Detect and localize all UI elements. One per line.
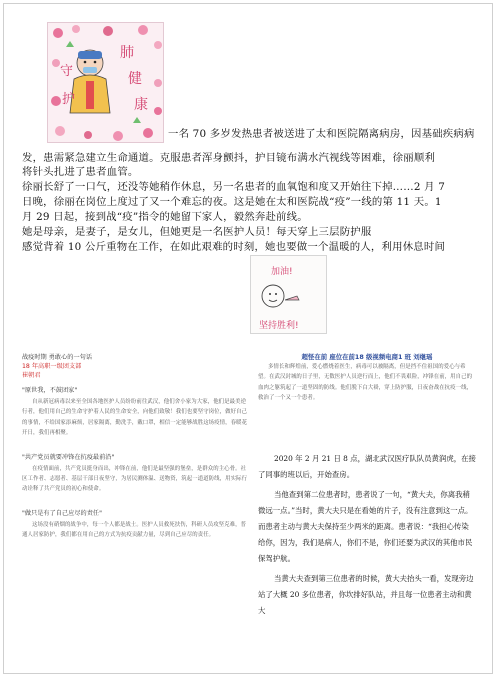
left-section-title-3: "做只是有了自己应尽的责任" xyxy=(22,509,102,517)
left-paragraph-2: 在疫情面前，共产党员挺身而出，冲锋在前，他们是最坚强的堡垒，是群众的主心骨。社区工作者、志愿者、基层干部日夜坚守，为居民测体温、送物资，筑起一道道防线，用实际行动诠释了共产党员的初心和使命。 xyxy=(22,465,248,493)
right-article-title: 超怪在前 座位在前18 级视频电商1 班 刘继瑶 xyxy=(301,353,433,361)
handwritten-line-1: 一名 70 多岁发热患者被送进了太和医院隔离病房，因基础疾病病 xyxy=(168,128,475,140)
left-heading-1: 战疫时期 勇敢心的一句话 xyxy=(22,354,93,361)
sketch-drawing xyxy=(251,256,327,334)
right-intro-paragraph: 多情长和辉煌前，爱心燃烧着医生，病毒可以被隔离，但是挡不住祖国的爱心与希望。在武汉封城的日子里，无数医护人员逆行而上，他们不畏艰险，冲锋在前，用自己的血肉之躯筑起了一道坚固的防线。他们脱下白大褂，穿上防护服，日夜奋战在抗疫一线，救治了一个又一个患者。 xyxy=(258,364,473,402)
left-author: 崔朝君 xyxy=(22,372,41,379)
doctor-figure xyxy=(70,50,110,113)
left-section-title-2: "共产党员就要冲锋在抗疫最前沿" xyxy=(22,453,115,461)
poster-illustration xyxy=(48,23,164,143)
left-article xyxy=(22,353,248,658)
poster-char-2: 护 xyxy=(62,92,76,107)
sketch-image xyxy=(250,255,327,334)
handwritten-line-6: 月 29 日起，接到战“疫”指令的她留下家人，毅然奔赴前线。 xyxy=(22,211,308,223)
poster-char-5: 康 xyxy=(134,97,148,113)
left-heading-2: 18 年高职一级团支部 xyxy=(22,363,82,370)
poster-char-3: 肺 xyxy=(120,45,134,61)
right-article-body xyxy=(258,451,476,623)
right-paragraph-2: 当他查到第二位患者时，患者说了一句，“黄大夫，你离我稍微远一点。”当时，黄大夫只是在看她的片子，没有注意到这一点。而患者主动与黄大夫保持至少两米的距离。患者说：“我担心传染给你，因为，我们是病人，你们不是，你们还要为武汉的其他市民保驾护航。 xyxy=(258,490,473,563)
handwritten-line-2: 发，患需紧急建立生命通道。克服患者浑身颤抖，护目镜布满水汽视线等困难，徐丽顺利 xyxy=(22,152,436,164)
handwritten-line-3: 将针头扎进了患者血管。 xyxy=(22,166,139,178)
right-paragraph-3: 当黄大夫查到第三位患者的时候，黄大夫抬头一看，发现旁边站了大概 20 多位患者，你坎排好队站，并且每一位患者主动和黄大 xyxy=(258,574,474,615)
handwritten-line-7: 她是母亲，是妻子，是女儿，但她更是一名医护人员！每天穿上三层防护服 xyxy=(22,226,372,238)
left-section-title-1: "原世我，不鼓团家" xyxy=(22,387,78,394)
handwritten-line-5: 日晚，徐丽在岗位上度过了又一个难忘的夜。这是她在太和医院战“疫”一线的第 11 天。1 xyxy=(22,196,442,208)
sketch-text-top: 加油! xyxy=(271,267,293,277)
sketch-text-bottom: 坚持胜利! xyxy=(259,321,299,331)
left-paragraph-1: 自从新冠病毒以来至全国各地医护人员纷纷前往武汉，他们舍小家为大家，他们是最美逆行者，他们用自己的生命守护着人民的生命安全，向他们致敬！我们也要坚守岗位，做好自己的事情，不给国家添麻烦，居家隔离，勤洗手，戴口罩，相信一定能够战胜这场疫情，春暖花开日，我们再相聚。 xyxy=(22,399,248,437)
poster-char-1: 守 xyxy=(60,64,74,79)
poster-image xyxy=(47,22,164,143)
right-article-intro xyxy=(258,353,476,443)
right-paragraph-1: 2020 年 2 月 21 日 8 点，湖北武汉医疗队队员黄润虎，在接了同事的班以后，开始查房。 xyxy=(258,454,476,479)
handwritten-line-4: 徐丽长舒了一口气，还没等她稍作休息，另一名患者的血氧饱和度又开始往下掉……2 月 7 xyxy=(22,181,446,193)
handwritten-line-8: 感觉背着 10 公斤重物在工作，在如此艰难的时刻，她也要做一个温暖的人，利用休息时间 xyxy=(22,241,446,253)
left-paragraph-3: 这场没有硝烟的战争中，每一个人都是战士。医护人员救死扶伤，科研人员攻坚克难，普通人居家防护，我们都在用自己的方式为抗疫贡献力量，尽到自己应尽的责任。 xyxy=(22,521,247,539)
poster-char-4: 健 xyxy=(128,71,142,87)
